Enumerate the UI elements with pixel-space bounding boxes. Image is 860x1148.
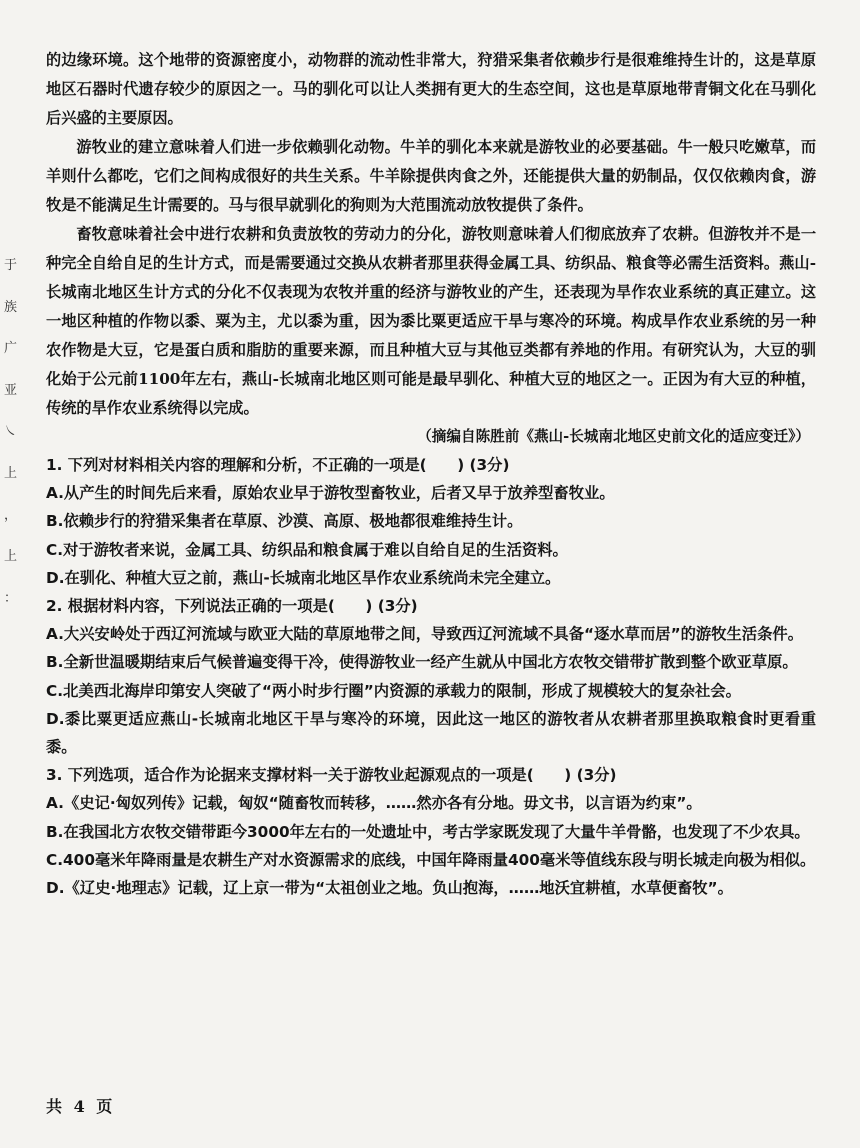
option-a: A.《史记·匈奴列传》记载，匈奴“随畜牧而转移，……然亦各有分地。毋文书，以言语为约束”。 — [46, 794, 702, 813]
margin-note: ㇏ — [4, 424, 18, 440]
option-c: C.对于游牧者来说，金属工具、纺织品和粮食属于难以自给自足的生活资料。 — [46, 540, 568, 559]
option-a: A.从产生的时间先后来看，原始农业早于游牧型畜牧业，后者又早于放养型畜牧业。 — [46, 484, 615, 503]
margin-note: 族 — [4, 299, 18, 315]
margin-note: 上 — [4, 549, 18, 565]
option-b: B.在我国北方农牧交错带距今3000年左右的一处遗址中，考古学家既发现了大量牛羊骨骼，也发现了不少农具。 — [46, 822, 810, 841]
source-citation: （摘编自陈胜前《燕山-长城南北地区史前文化的适应变迁》） — [417, 428, 810, 445]
page-content — [46, 46, 816, 902]
margin-note: 于 — [4, 258, 18, 273]
question-stem: 3. 下列选项，适合作为论据来支撑材料一关于游牧业起源观点的一项是( ) (3分) — [46, 766, 617, 785]
question-1 — [46, 451, 816, 592]
passage-paragraph-1: 的边缘环境。这个地带的资源密度小，动物群的流动性非常大，狩猎采集者依赖步行是很难维持生计的，这是草原地区石器时代遗存较少的原因之一。马的驯化可以让人类拥有更大的生态空间，这也是草原地带青铜文化在马驯化后兴盛的主要原因。 — [46, 51, 816, 127]
option-c: C.400毫米年降雨量是农耕生产对水资源需求的底线，中国年降雨量400毫米等值线东段与明长城走向极为相似。 — [46, 850, 816, 869]
option-a: A.大兴安岭处于西辽河流域与欧亚大陆的草原地带之间，导致西辽河流域不具备“逐水草而居”的游牧生活条件。 — [46, 625, 803, 644]
margin-handwriting — [4, 258, 22, 632]
option-b: B.全新世温暖期结束后气候普遍变得干冷，使得游牧业一经产生就从中国北方农牧交错带扩散到整个欧亚草原。 — [46, 653, 798, 672]
passage-paragraph-2: 游牧业的建立意味着人们进一步依赖驯化动物。牛羊的驯化本来就是游牧业的必要基础。牛一般只吃嫩草，而羊则什么都吃，它们之间构成很好的共生关系。牛羊除提供肉食之外，还能提供大量的奶制品，仅仅依赖肉食，游牧是不能满足生计需要的。马与很早就驯化的狗则为大范围流动放牧提供了条件。 — [46, 138, 816, 214]
margin-note: ： — [4, 590, 18, 606]
option-d: D.《辽史·地理志》记载，辽上京一带为“太祖创业之地。负山抱海，……地沃宜耕植，水草便畜牧”。 — [46, 879, 733, 898]
question-3 — [46, 761, 816, 902]
margin-note: 上 — [4, 465, 18, 481]
page-footer: 共 4 页 — [46, 1097, 116, 1116]
option-d: D.在驯化、种植大豆之前，燕山-长城南北地区旱作农业系统尚未完全建立。 — [46, 568, 561, 587]
option-b: B.依赖步行的狩猎采集者在草原、沙漠、高原、极地都很难维持生计。 — [46, 512, 523, 531]
margin-note: ， — [4, 507, 18, 523]
option-c: C.北美西北海岸印第安人突破了“两小时步行圈”内资源的承载力的限制，形成了规模较大的复杂社会。 — [46, 681, 741, 700]
margin-note: 亚 — [4, 382, 18, 398]
question-stem: 2. 根据材料内容，下列说法正确的一项是( ) (3分) — [46, 597, 418, 616]
passage-paragraph-3: 畜牧意味着社会中进行农耕和负责放牧的劳动力的分化，游牧则意味着人们彻底放弃了农耕。但游牧并不是一种完全自给自足的生计方式，而是需要通过交换从农耕者那里获得金属工具、纺织品、粮食等必需生活资料。燕山-长城南北地区生计方式的分化不仅表现为农牧并重的经济与游牧业的产生，还表现为旱作农业系统的真正建立。这一地区种植的作物以黍、粟为主，尤以黍为重，因为黍比粟更适应干旱与寒冷的环境。构成旱作农业系统的另一种农作物是大豆，它是蛋白质和脂肪的重要来源，而且种植大豆与其他豆类都有养地的作用。有研究认为，大豆的驯化始于公元前1100年左右，燕山-长城南北地区则可能是最早驯化、种植大豆的地区之一。正因为有大豆的种植，传统的旱作农业系统得以完成。 — [46, 225, 816, 417]
option-d: D.黍比粟更适应燕山-长城南北地区干旱与寒冷的环境，因此这一地区的游牧者从农耕者那里换取粮食时更看重黍。 — [46, 709, 816, 757]
question-stem: 1. 下列对材料相关内容的理解和分析，不正确的一项是( ) (3分) — [46, 456, 510, 474]
margin-note: 广 — [4, 341, 18, 357]
question-2 — [46, 592, 816, 761]
